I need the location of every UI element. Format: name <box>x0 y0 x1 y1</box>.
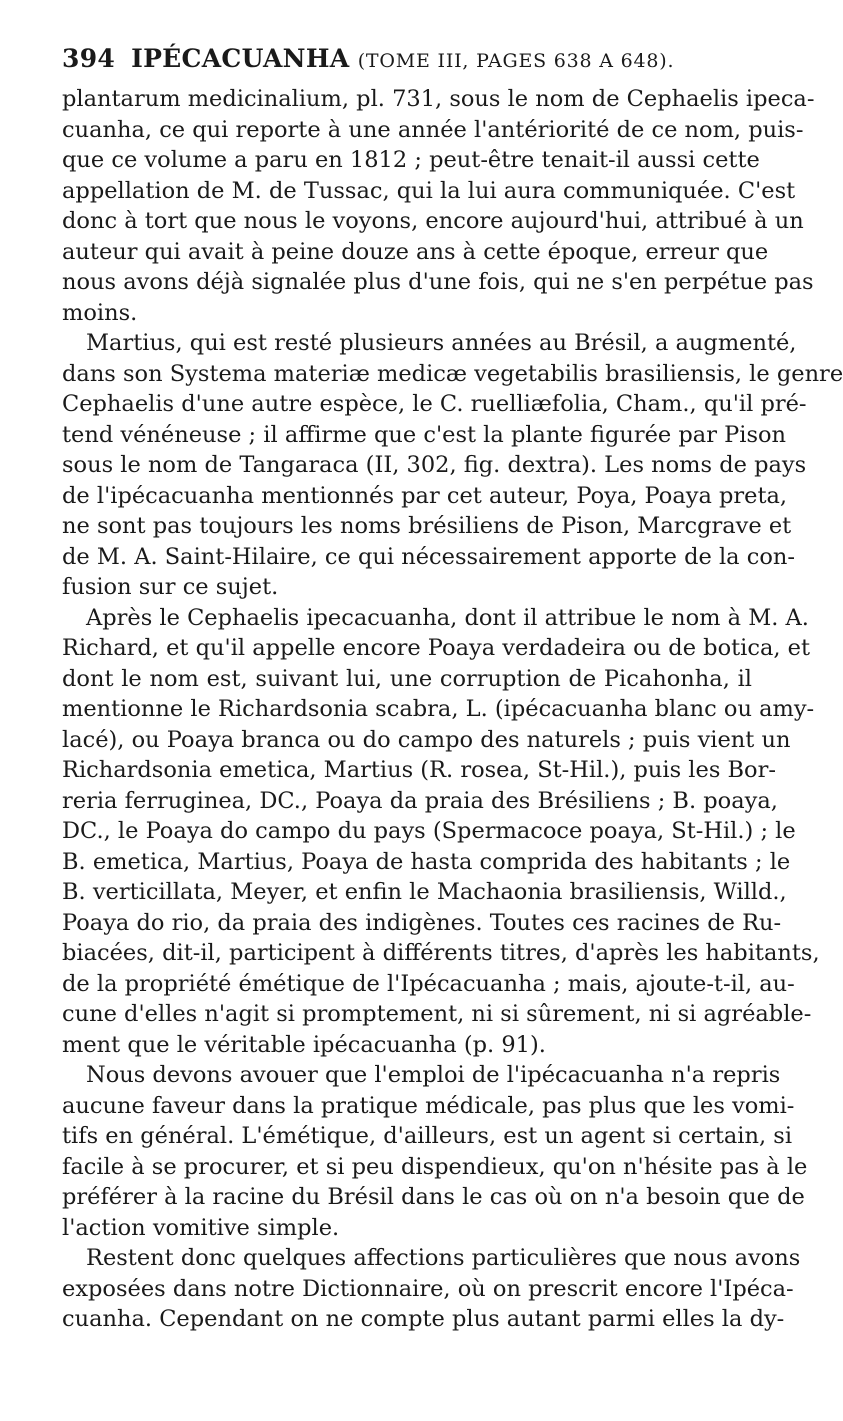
text-line: fusion sur ce sujet. <box>62 574 279 600</box>
text-line: ment que le véritable ipécacuanha (p. 91). <box>62 1031 546 1058</box>
text-line: cune d'elles n'agit si promptement, ni si sûrement, ni si agréable- <box>62 1001 812 1027</box>
text-line: préférer à la racine du Brésil dans le cas où on n'a besoin que de <box>62 1184 805 1210</box>
text-line: aucune faveur dans la pratique médicale, pas plus que les vomi- <box>62 1092 795 1119</box>
text-line: biacées, dit-il, participent à différents titres, d'après les habitants, <box>62 940 820 966</box>
text-line: l'action vomitive simple. <box>62 1214 340 1241</box>
text-line: exposées dans notre Dictionnaire, où on prescrit encore l'Ipéca- <box>62 1275 794 1302</box>
text-line: plantarum medicinalium, pl. 731, sous le nom de Cephaelis ipeca- <box>62 86 815 112</box>
text-line: de l'ipécacuanha mentionnés par cet auteur, Poya, Poaya preta, <box>62 482 788 509</box>
text-line: nous avons déjà signalée plus d'une fois, qui ne s'en perpétue pas <box>62 269 814 295</box>
text-line: B. emetica, Martius, Poaya de hasta comprida des habitants ; le <box>62 848 791 875</box>
text-line: moins. <box>62 299 138 326</box>
text-line: donc à tort que nous le voyons, encore aujourd'hui, attribué à un <box>62 208 804 234</box>
text-line: que ce volume a paru en 1812 ; peut-être tenait-il aussi cette <box>62 147 760 173</box>
text-line: dans son Systema materiæ medicæ vegetabilis brasiliensis, le genre <box>62 360 843 387</box>
body-text <box>62 84 843 1335</box>
text-line: sous le nom de Tangaraca (II, 302, fig. dextra). Les noms de pays <box>62 452 807 478</box>
text-line: tifs en général. L'émétique, d'ailleurs, est un agent si certain, si <box>62 1123 793 1149</box>
text-line: de la propriété émétique de l'Ipécacuanha ; mais, ajoute-t-il, au- <box>62 970 795 997</box>
header-subtitle: (TOME III, PAGES 638 A 648). <box>357 50 675 72</box>
text-line: Richardsonia emetica, Martius (R. rosea, St-Hil.), puis les Bor- <box>62 757 776 783</box>
text-line: tend vénéneuse ; il affirme que c'est la plante figurée par Pison <box>62 421 787 448</box>
text-line: Martius, qui est resté plusieurs années au Brésil, a augmenté, <box>86 330 797 356</box>
text-line: facile à se procurer, et si peu dispendieux, qu'on n'hésite pas à le <box>62 1153 808 1180</box>
text-line: lacé), ou Poaya branca ou do campo des naturels ; puis vient un <box>62 726 791 753</box>
text-line: Cephaelis d'une autre espèce, le C. ruelliæfolia, Cham., qu'il pré- <box>62 391 807 417</box>
text-line: Poaya do rio, da praia des indigènes. Toutes ces racines de Ru- <box>62 909 782 936</box>
header-title: IPÉCACUANHA <box>131 44 350 73</box>
text-line: auteur qui avait à peine douze ans à cette époque, erreur que <box>62 238 769 265</box>
text-line: dont le nom est, suivant lui, une corruption de Picahonha, il <box>62 665 752 692</box>
text-line: Nous devons avouer que l'emploi de l'ipécacuanha n'a repris <box>86 1062 781 1088</box>
page-number: 394 <box>62 44 116 73</box>
text-line: Restent donc quelques affections particulières que nous avons <box>86 1245 801 1271</box>
text-line: de M. A. Saint-Hilaire, ce qui nécessairement apporte de la con- <box>62 543 795 570</box>
text-line: Richard, et qu'il appelle encore Poaya verdadeira ou de botica, et <box>62 635 811 661</box>
text-line: reria ferruginea, DC., Poaya da praia des Brésiliens ; B. poaya, <box>62 787 778 814</box>
text-line: mentionne le Richardsonia scabra, L. (ipécacuanha blanc ou amy- <box>62 696 815 722</box>
text-line: cuanha, ce qui reporte à une année l'antériorité de ce nom, puis- <box>62 116 804 143</box>
text-line: Après le Cephaelis ipecacuanha, dont il attribue le nom à M. A. <box>86 604 809 631</box>
text-line: appellation de M. de Tussac, qui la lui aura communiquée. C'est <box>62 177 796 204</box>
running-header <box>62 44 762 80</box>
text-line: cuanha. Cependant on ne compte plus autant parmi elles la dy- <box>62 1306 785 1332</box>
text-line: B. verticillata, Meyer, et enfin le Machaonia brasiliensis, Willd., <box>62 879 787 905</box>
text-line: DC., le Poaya do campo du pays (Spermacoce poaya, St-Hil.) ; le <box>62 818 796 844</box>
text-line: ne sont pas toujours les noms brésiliens de Pison, Marcgrave et <box>62 513 792 539</box>
